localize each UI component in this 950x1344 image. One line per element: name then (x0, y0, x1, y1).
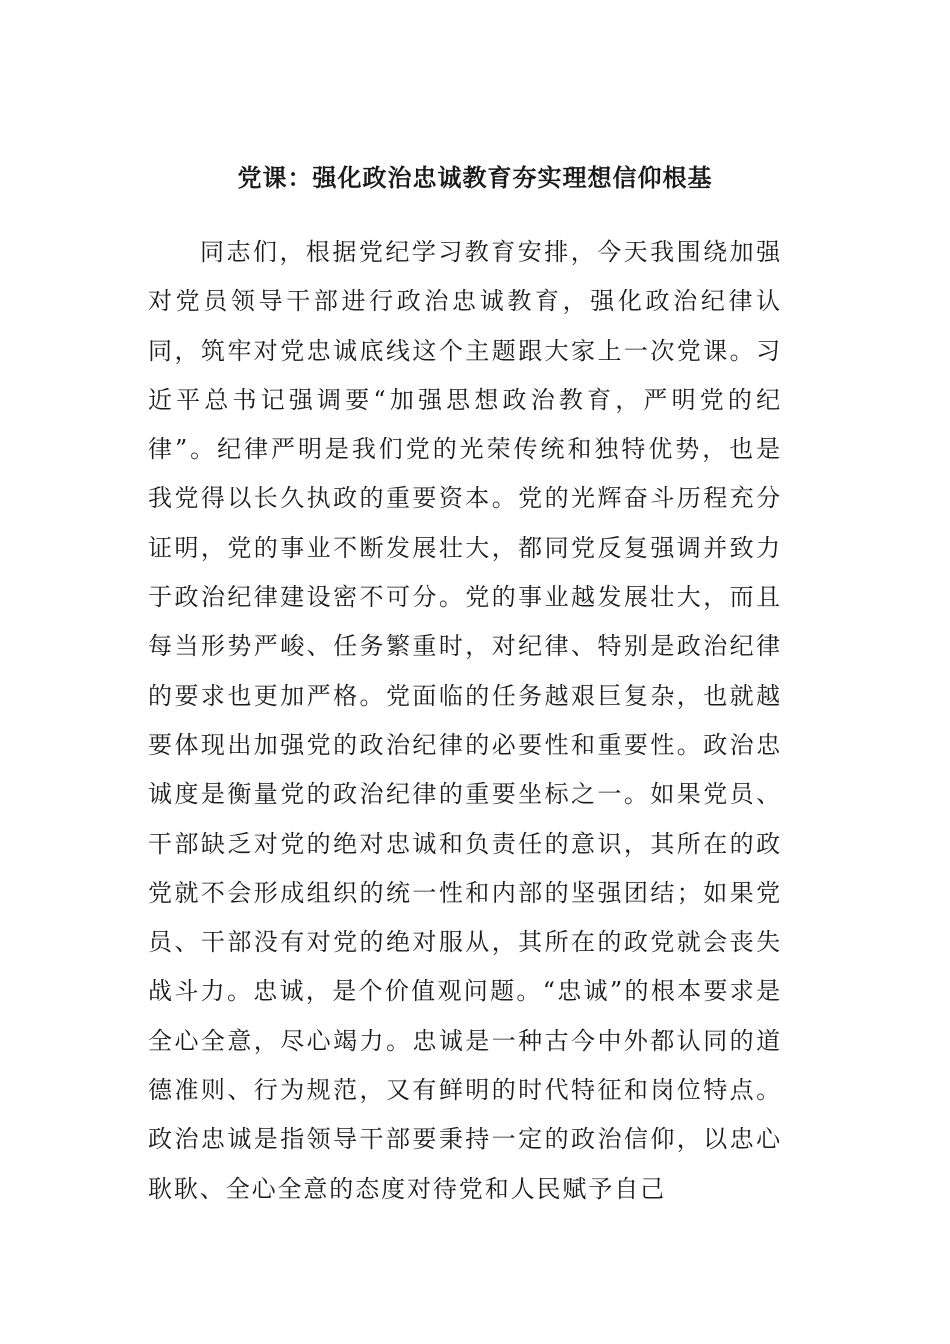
body-paragraph: 同志们，根据党纪学习教育安排，今天我围绕加强对党员领导干部进行政治忠诚教育，强化政治纪律认同，筑牢对党忠诚底线这个主题跟大家上一次党课。习近平总书记强调要“加强思想政治教育，严明党的纪律”。纪律严明是我们党的光荣传统和独特优势，也是我党得以长久执政的重要资本。党的光辉奋斗历程充分证明，党的事业不断发展壮大，都同党反复强调并致力于政治纪律建设密不可分。党的事业越发展壮大，而且每当形势严峻、任务繁重时，对纪律、特别是政治纪律的要求也更加严格。党面临的任务越艰巨复杂，也就越要体现出加强党的政治纪律的必要性和重要性。政治忠诚度是衡量党的政治纪律的重要坐标之一。如果党员、干部缺乏对党的绝对忠诚和负责任的意识，其所在的政党就不会形成组织的统一性和内部的坚强团结；如果党员、干部没有对党的绝对服从，其所在的政党就会丧失战斗力。忠诚，是个价值观问题。“忠诚”的根本要求是全心全意，尽心竭力。忠诚是一种古今中外都认同的道德准则、行为规范，又有鲜明的时代特征和岗位特点。政治忠诚是指领导干部要秉持一定的政治信仰，以忠心耿耿、全心全意的态度对待党和人民赋予自己 (148, 238, 782, 1203)
document-title: 党课：强化政治忠诚教育夯实理想信仰根基 (237, 163, 713, 192)
